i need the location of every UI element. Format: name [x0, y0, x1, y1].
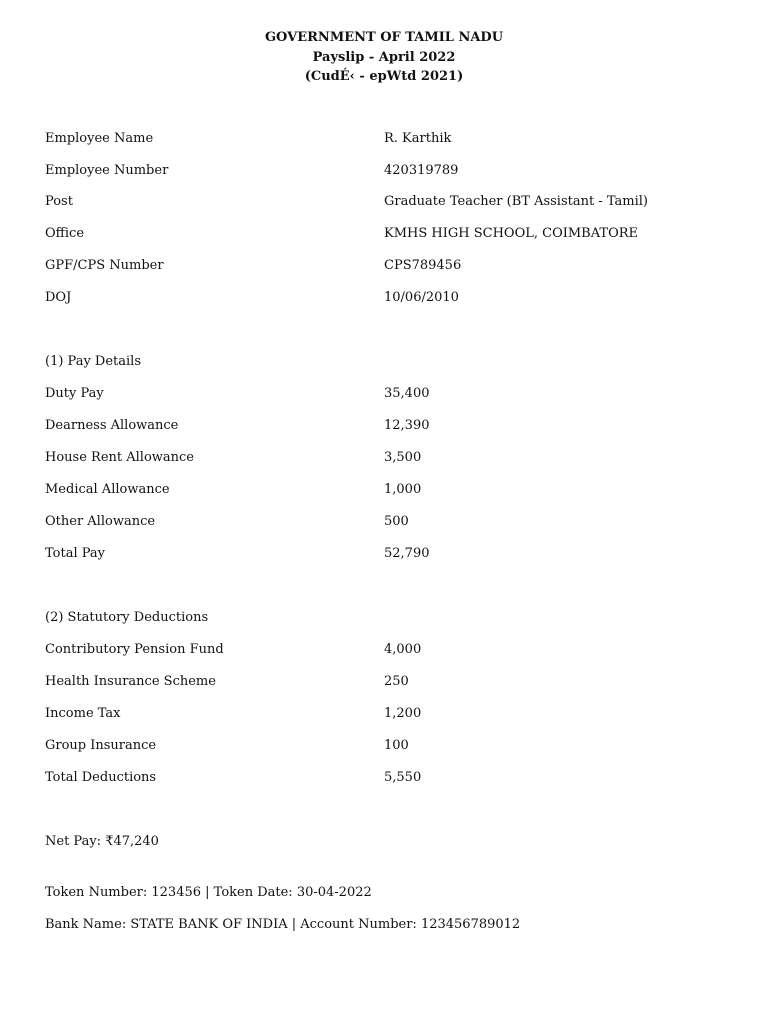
field-value: 420319789	[384, 163, 459, 178]
field-label: Office	[45, 226, 85, 241]
post-row	[45, 192, 725, 212]
field-label: GPF/CPS Number	[45, 258, 164, 273]
field-label: Post	[45, 194, 73, 209]
pay-amount: 35,400	[384, 386, 430, 401]
field-label: DOJ	[45, 290, 72, 305]
deduction-amount: 1,200	[384, 706, 422, 721]
field-value: KMHS HIGH SCHOOL, COIMBATORE	[384, 226, 639, 241]
deduction-row-health-insurance	[45, 672, 725, 692]
deduction-label: Group Insurance	[45, 738, 157, 753]
deduction-row-group-insurance	[45, 736, 725, 756]
field-value: Graduate Teacher (BT Assistant - Tamil)	[384, 194, 648, 209]
field-value: R. Karthik	[384, 131, 452, 146]
pay-label: Dearness Allowance	[45, 418, 179, 433]
field-label: Employee Name	[45, 131, 154, 146]
office-row	[45, 224, 725, 244]
field-value: 10/06/2010	[384, 290, 459, 305]
token-details: Token Number: 123456 | Token Date: 30-04-2022	[45, 885, 372, 900]
bank-details: Bank Name: STATE BANK OF INDIA | Account Number: 123456789012	[45, 917, 521, 932]
pay-amount: 12,390	[384, 418, 430, 433]
deduction-amount: 250	[384, 674, 409, 689]
pay-label: House Rent Allowance	[45, 450, 194, 465]
pay-amount: 52,790	[384, 546, 430, 561]
employee-number-row	[45, 161, 725, 181]
deduction-row-income-tax	[45, 704, 725, 724]
gpf-cps-number-row	[45, 256, 725, 276]
deduction-label: Income Tax	[45, 706, 121, 721]
field-label: Employee Number	[45, 163, 169, 178]
payslip-subtitle: (CudÉ‹ - epWtd 2021)	[304, 69, 464, 84]
government-title: GOVERNMENT OF TAMIL NADU	[264, 30, 504, 45]
payslip-header	[0, 28, 768, 87]
pay-row-house-rent-allowance	[45, 448, 725, 468]
pay-row-total-pay	[45, 544, 725, 564]
net-pay: Net Pay: ₹47,240	[45, 834, 159, 849]
employee-name-row	[45, 129, 725, 149]
pay-amount: 1,000	[384, 482, 422, 497]
deduction-label: Total Deductions	[45, 770, 157, 785]
deduction-amount: 100	[384, 738, 409, 753]
pay-row-dearness-allowance	[45, 416, 725, 436]
pay-label: Duty Pay	[45, 386, 104, 401]
deduction-amount: 4,000	[384, 642, 422, 657]
statutory-deductions-heading: (2) Statutory Deductions	[45, 610, 209, 625]
pay-row-duty-pay	[45, 384, 725, 404]
payslip-period: Payslip - April 2022	[312, 49, 456, 65]
pay-details-heading: (1) Pay Details	[45, 354, 142, 369]
pay-label: Total Pay	[45, 546, 106, 561]
doj-row	[45, 288, 725, 308]
pay-row-medical-allowance	[45, 480, 725, 500]
deduction-label: Health Insurance Scheme	[45, 674, 216, 689]
pay-amount: 3,500	[384, 450, 422, 465]
deduction-label: Contributory Pension Fund	[45, 642, 224, 657]
pay-label: Medical Allowance	[45, 482, 170, 497]
deduction-amount: 5,550	[384, 770, 422, 785]
deduction-row-pension-fund	[45, 640, 725, 660]
deduction-row-total-deductions	[45, 768, 725, 788]
pay-row-other-allowance	[45, 512, 725, 532]
field-value: CPS789456	[384, 258, 462, 273]
pay-label: Other Allowance	[45, 514, 156, 529]
pay-amount: 500	[384, 514, 409, 529]
